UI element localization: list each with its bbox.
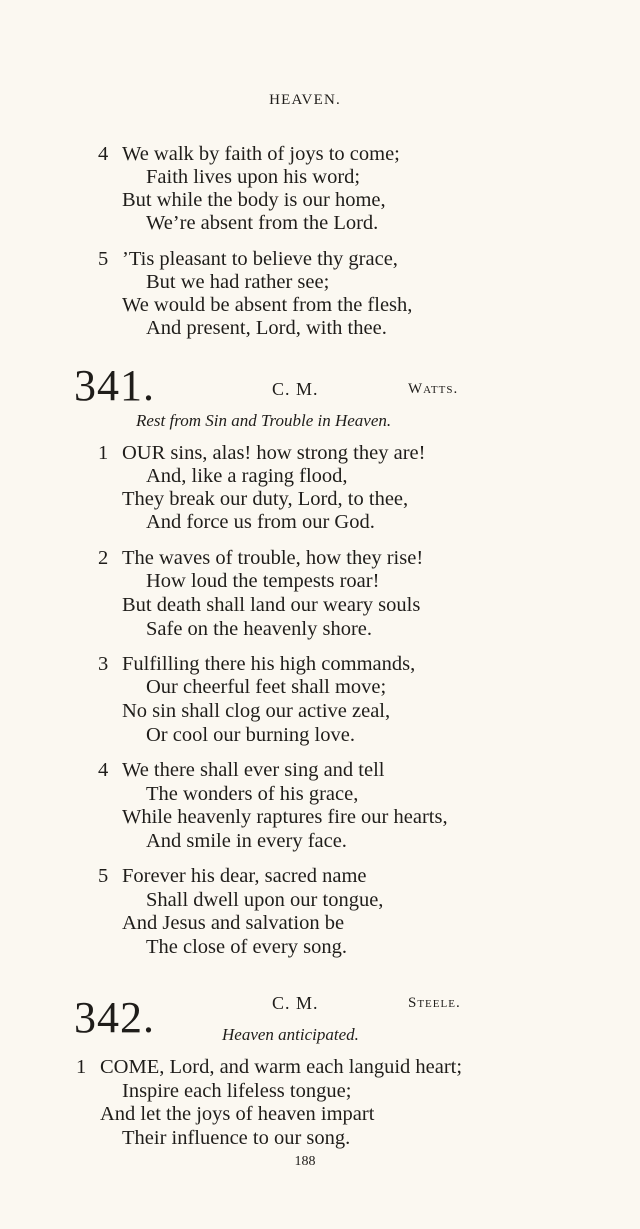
verse-line: And let the joys of heaven impart bbox=[100, 1103, 375, 1125]
verse-line: They break our duty, Lord, to thee, bbox=[122, 488, 409, 510]
verse-number: 5 bbox=[98, 248, 109, 270]
verse-number: 2 bbox=[98, 547, 109, 569]
verse-line: The close of every song. bbox=[146, 936, 347, 958]
verse-line: We would be absent from the flesh, bbox=[122, 294, 413, 316]
verse-line: Their influence to our song. bbox=[122, 1127, 351, 1149]
verse-line: But death shall land our weary souls bbox=[122, 594, 421, 616]
verse-line: Our cheerful feet shall move; bbox=[146, 676, 387, 698]
verse-line: Shall dwell upon our tongue, bbox=[146, 889, 384, 911]
verse-line: Fulfilling there his high commands, bbox=[122, 653, 416, 675]
verse-line: We walk by faith of joys to come; bbox=[122, 143, 400, 165]
page-number: 188 bbox=[294, 1154, 316, 1169]
verse-line: We’re absent from the Lord. bbox=[146, 212, 379, 234]
verse-line: The wonders of his grace, bbox=[146, 783, 359, 805]
verse-number: 3 bbox=[98, 653, 109, 675]
verse-number: 1 bbox=[98, 442, 109, 464]
verse-number: 1 bbox=[76, 1056, 87, 1078]
verse-line: And force us from our God. bbox=[146, 511, 375, 533]
hymn-title: Rest from Sin and Trouble in Heaven. bbox=[136, 411, 392, 430]
verse-number: 5 bbox=[98, 865, 109, 887]
verse-line: And smile in every face. bbox=[146, 830, 347, 852]
verse-line: We there shall ever sing and tell bbox=[122, 759, 385, 781]
verse-line: The waves of trouble, how they rise! bbox=[122, 547, 424, 569]
hymn-meter: C. M. bbox=[272, 379, 319, 399]
verse-line: ’Tis pleasant to believe thy grace, bbox=[122, 248, 398, 270]
verse-number: 4 bbox=[98, 759, 109, 781]
running-head: HEAVEN. bbox=[269, 92, 341, 108]
verse-line: And Jesus and salvation be bbox=[122, 912, 345, 934]
verse-line: Or cool our burning love. bbox=[146, 724, 355, 746]
verse-line: But while the body is our home, bbox=[122, 189, 386, 211]
verse-line: While heavenly raptures fire our hearts, bbox=[122, 806, 448, 828]
hymn-title: Heaven anticipated. bbox=[222, 1025, 359, 1044]
verse-line: Forever his dear, sacred name bbox=[122, 865, 367, 887]
verse-line: And present, Lord, with thee. bbox=[146, 317, 387, 339]
hymn-meter: C. M. bbox=[272, 993, 319, 1013]
hymn-author: Watts. bbox=[408, 381, 459, 397]
verse-number: 4 bbox=[98, 143, 109, 165]
hymn-number: 341. bbox=[74, 361, 155, 410]
verse-line: Inspire each lifeless tongue; bbox=[122, 1080, 352, 1102]
verse-line: Faith lives upon his word; bbox=[146, 166, 361, 188]
hymn-author: Steele. bbox=[408, 995, 461, 1011]
verse-line: But we had rather see; bbox=[146, 271, 330, 293]
verse-line: OUR sins, alas! how strong they are! bbox=[122, 442, 426, 464]
verse-line: COME, Lord, and warm each languid heart; bbox=[100, 1056, 463, 1078]
verse-line: And, like a raging flood, bbox=[146, 465, 348, 487]
verse-line: No sin shall clog our active zeal, bbox=[122, 700, 391, 722]
verse-line: Safe on the heavenly shore. bbox=[146, 618, 372, 640]
verse-line: How loud the tempests roar! bbox=[146, 570, 380, 592]
hymn-number: 342. bbox=[74, 993, 155, 1042]
